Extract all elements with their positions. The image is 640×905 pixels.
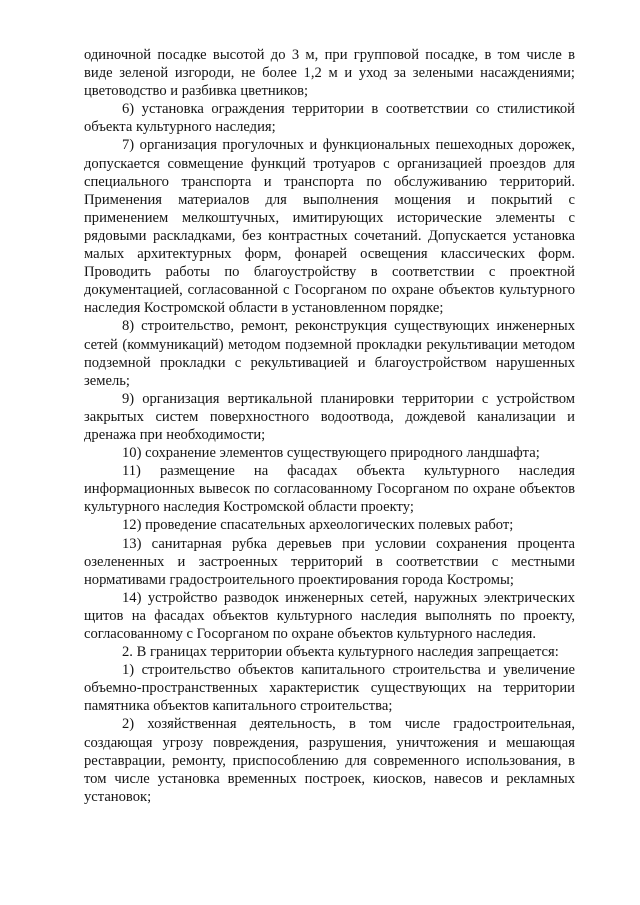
section-2-heading: 2. В границах территории объекта культурного наследия запрещается: xyxy=(122,644,559,661)
paragraph-item-8: 8) строительство, ремонт, реконструкция существующих инженерных сетей (коммуникаций) методом подземной прокладки рекультивации методом подземной прокладки с рекультивацией и благоустройством нарушенных земель; xyxy=(84,318,575,389)
paragraph-item-10: 10) сохранение элементов существующего природного ландшафта; xyxy=(122,445,540,462)
paragraph-item-6: 6) установка ограждения территории в соответствии со стилистикой объекта культурного наследия; xyxy=(84,101,575,136)
paragraph-item-7: 7) организация прогулочных и функциональных пешеходных дорожек, допускается совмещение функций тротуаров с организацией проездов для специального транспорта и транспорта по обслуживанию территорий. Применения материалов для выполнения мощения и покрытий с применением мелкоштучных, имитирующих исторические элементы с рядовыми раскладками, без контрастных сочетаний. Допускается установка малых архитектурных форм, фонарей освещения классических форм. Проводить работы по благоустройству в соответствии с проектной документацией, согласованной с Госорганом по охране объектов культурного наследия Костромской области в установленном порядке; xyxy=(84,137,575,317)
paragraph-item-9: 9) организация вертикальной планировки территории с устройством закрытых систем поверхностного водоотвода, дождевой канализации и дренажа при необходимости; xyxy=(84,390,575,443)
paragraph-prohibited-1: 1) строительство объектов капитального строительства и увеличение объемно-пространственных характеристик существующих на территории памятника объектов капитального строительства; xyxy=(84,662,575,715)
paragraph-item-14: 14) устройство разводок инженерных сетей, наружных электрических щитов на фасадах объектов культурного наследия выполнять по проекту, согласованному с Госорганом по охране объектов культурного наследия. xyxy=(84,589,575,642)
paragraph-item-12: 12) проведение спасательных археологических полевых работ; xyxy=(122,517,514,534)
paragraph-prohibited-2: 2) хозяйственная деятельность, в том числе градостроительная, создающая угрозу повреждения, разрушения, уничтожения и мешающая реставрации, ремонту, приспособлению для современного использования, в том числе установка временных построек, киосков, навесов и рекламных установок; xyxy=(84,716,575,805)
document-page xyxy=(84,46,575,806)
paragraph-item-11: 11) размещение на фасадах объекта культурного наследия информационных вывесок по согласованному Госорганом по охране объектов культурного наследия Костромской области проекту; xyxy=(84,463,575,516)
paragraph-item-13: 13) санитарная рубка деревьев при условии сохранения процента озелененных и застроенных территорий в соответствии с местными нормативами градостроительного проектирования города Костромы; xyxy=(84,535,575,588)
paragraph-continuation: одиночной посадке высотой до 3 м, при групповой посадке, в том числе в виде зеленой изгороди, не более 1,2 м и уход за зелеными насаждениями; цветоводство и разбивка цветников; xyxy=(84,47,575,100)
